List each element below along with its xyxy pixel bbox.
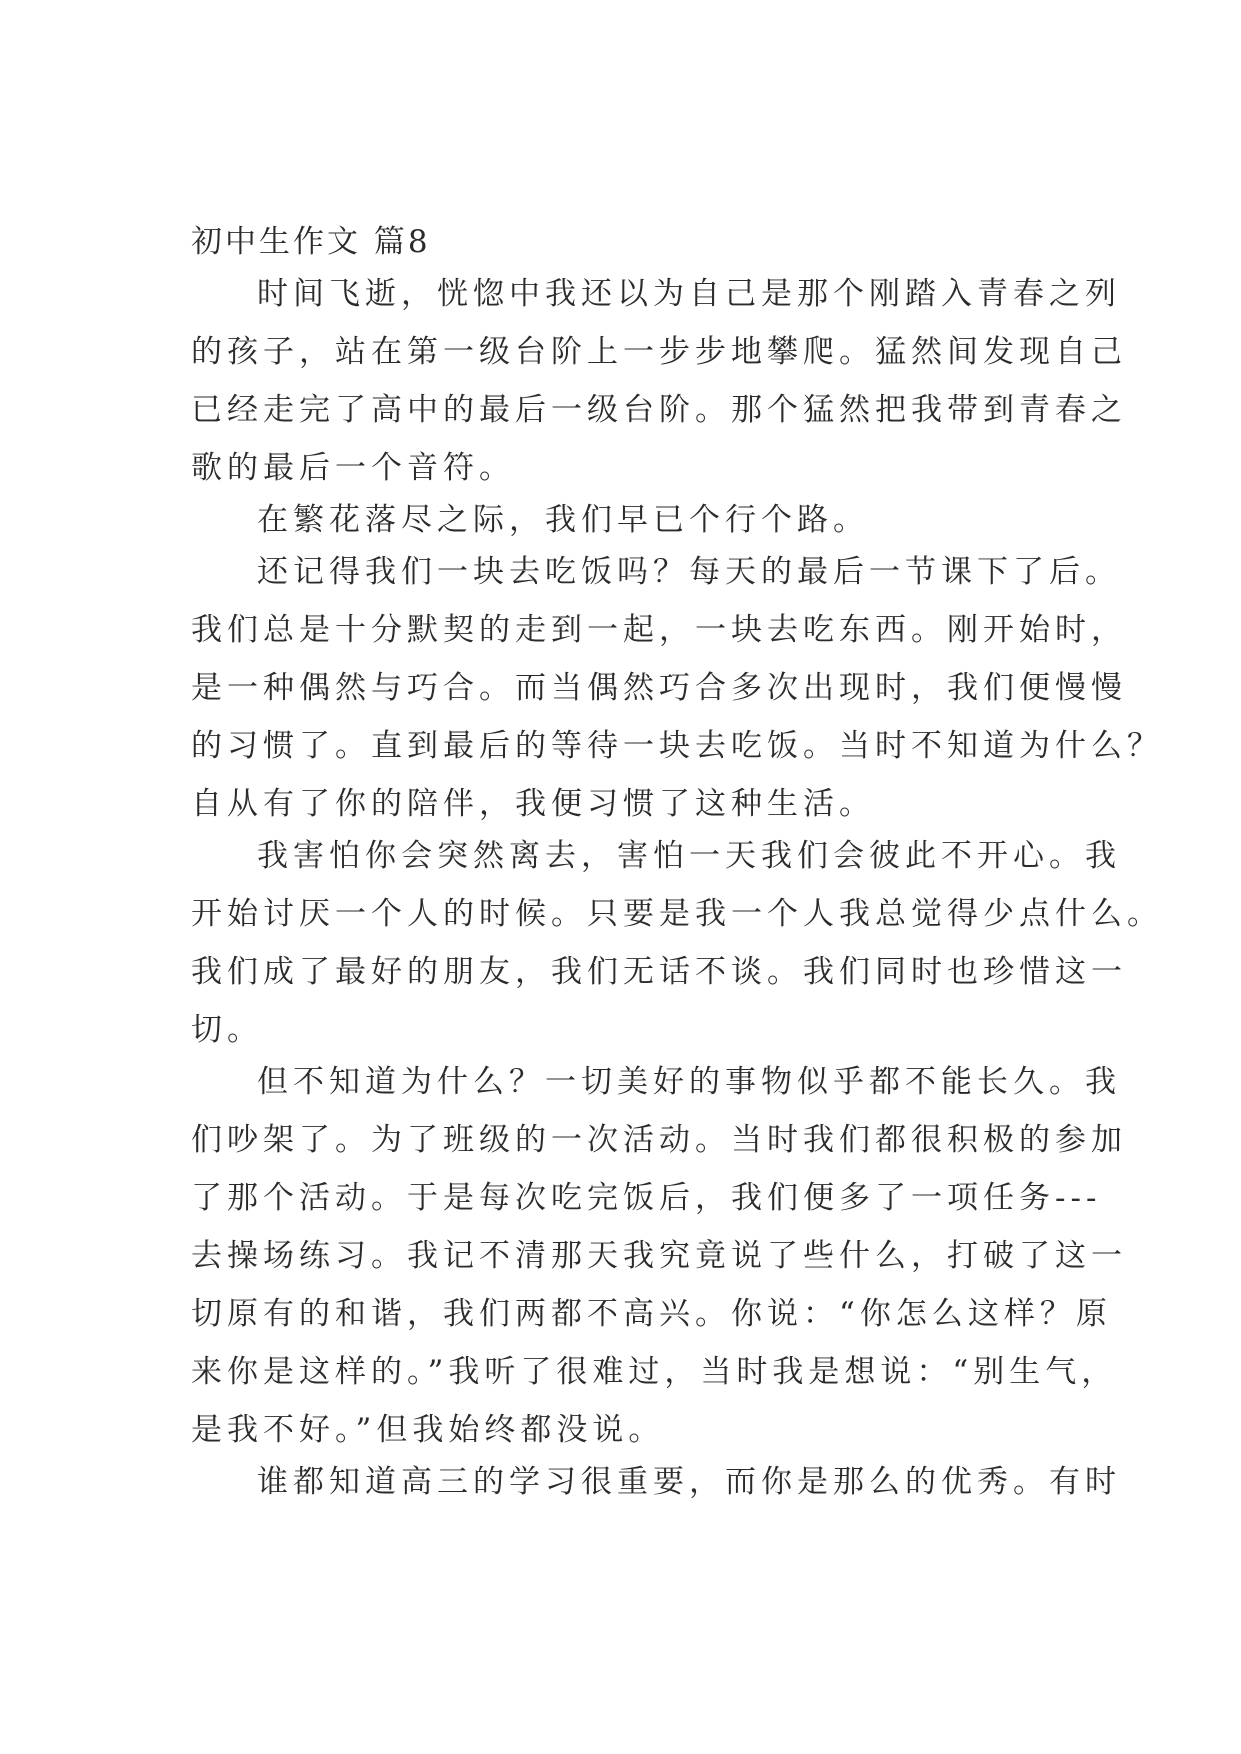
paragraph-1: [191, 274, 1127, 488]
text-line: 我们成了最好的朋友，我们无话不谈。我们同时也珍惜这一: [191, 954, 1127, 990]
text-line: 还记得我们一块去吃饭吗？每天的最后一节课下了后。: [257, 554, 1121, 590]
text-line: 时间飞逝，恍惚中我还以为自己是那个刚踏入青春之列: [257, 276, 1121, 312]
text-line: 我们总是十分默契的走到一起，一块去吃东西。刚开始时，: [191, 612, 1127, 648]
text-line: 开始讨厌一个人的时候。只要是我一个人我总觉得少点什么。: [191, 896, 1163, 932]
paragraph-6: [191, 1462, 1121, 1502]
text-line: 在繁花落尽之际，我们早已个行个路。: [257, 502, 869, 538]
text-line: 切原有的和谐，我们两都不高兴。你说：“你怎么这样？原: [191, 1296, 1112, 1332]
paragraph-5: [191, 1062, 1127, 1450]
text-line: 自从有了你的陪伴，我便习惯了这种生活。: [191, 786, 875, 822]
text-line: 我害怕你会突然离去，害怕一天我们会彼此不开心。我: [257, 838, 1121, 874]
text-line: 已经走完了高中的最后一级台阶。那个猛然把我带到青春之: [191, 392, 1127, 428]
text-line: 是我不好。”但我始终都没说。: [191, 1412, 665, 1448]
text-line: 谁都知道高三的学习很重要，而你是那么的优秀。有时: [257, 1464, 1121, 1500]
text-line: 来你是这样的。”我听了很难过，当时我是想说：“别生气，: [191, 1354, 1118, 1390]
text-line: 歌的最后一个音符。: [191, 450, 515, 486]
text-line: 的孩子，站在第一级台阶上一步步地攀爬。猛然间发现自己: [191, 334, 1127, 370]
paragraph-4: [191, 836, 1163, 1050]
text-line: 切。: [191, 1012, 263, 1048]
text-line: 去操场练习。我记不清那天我究竟说了些什么，打破了这一: [191, 1238, 1127, 1274]
text-line: 的习惯了。直到最后的等待一块去吃饭。当时不知道为什么？: [191, 728, 1163, 764]
paragraph-3: [191, 552, 1163, 824]
text-line: 但不知道为什么？一切美好的事物似乎都不能长久。我: [257, 1064, 1121, 1100]
document-title: 初中生作文 篇8: [191, 224, 431, 260]
paragraph-2: [191, 500, 1071, 540]
document-body: [191, 222, 1163, 1514]
text-line: 们吵架了。为了班级的一次活动。当时我们都很积极的参加: [191, 1122, 1127, 1158]
text-line: 是一种偶然与巧合。而当偶然巧合多次出现时，我们便慢慢: [191, 670, 1127, 706]
text-line: 了那个活动。于是每次吃完饭后，我们便多了一项任务---: [191, 1180, 1102, 1216]
